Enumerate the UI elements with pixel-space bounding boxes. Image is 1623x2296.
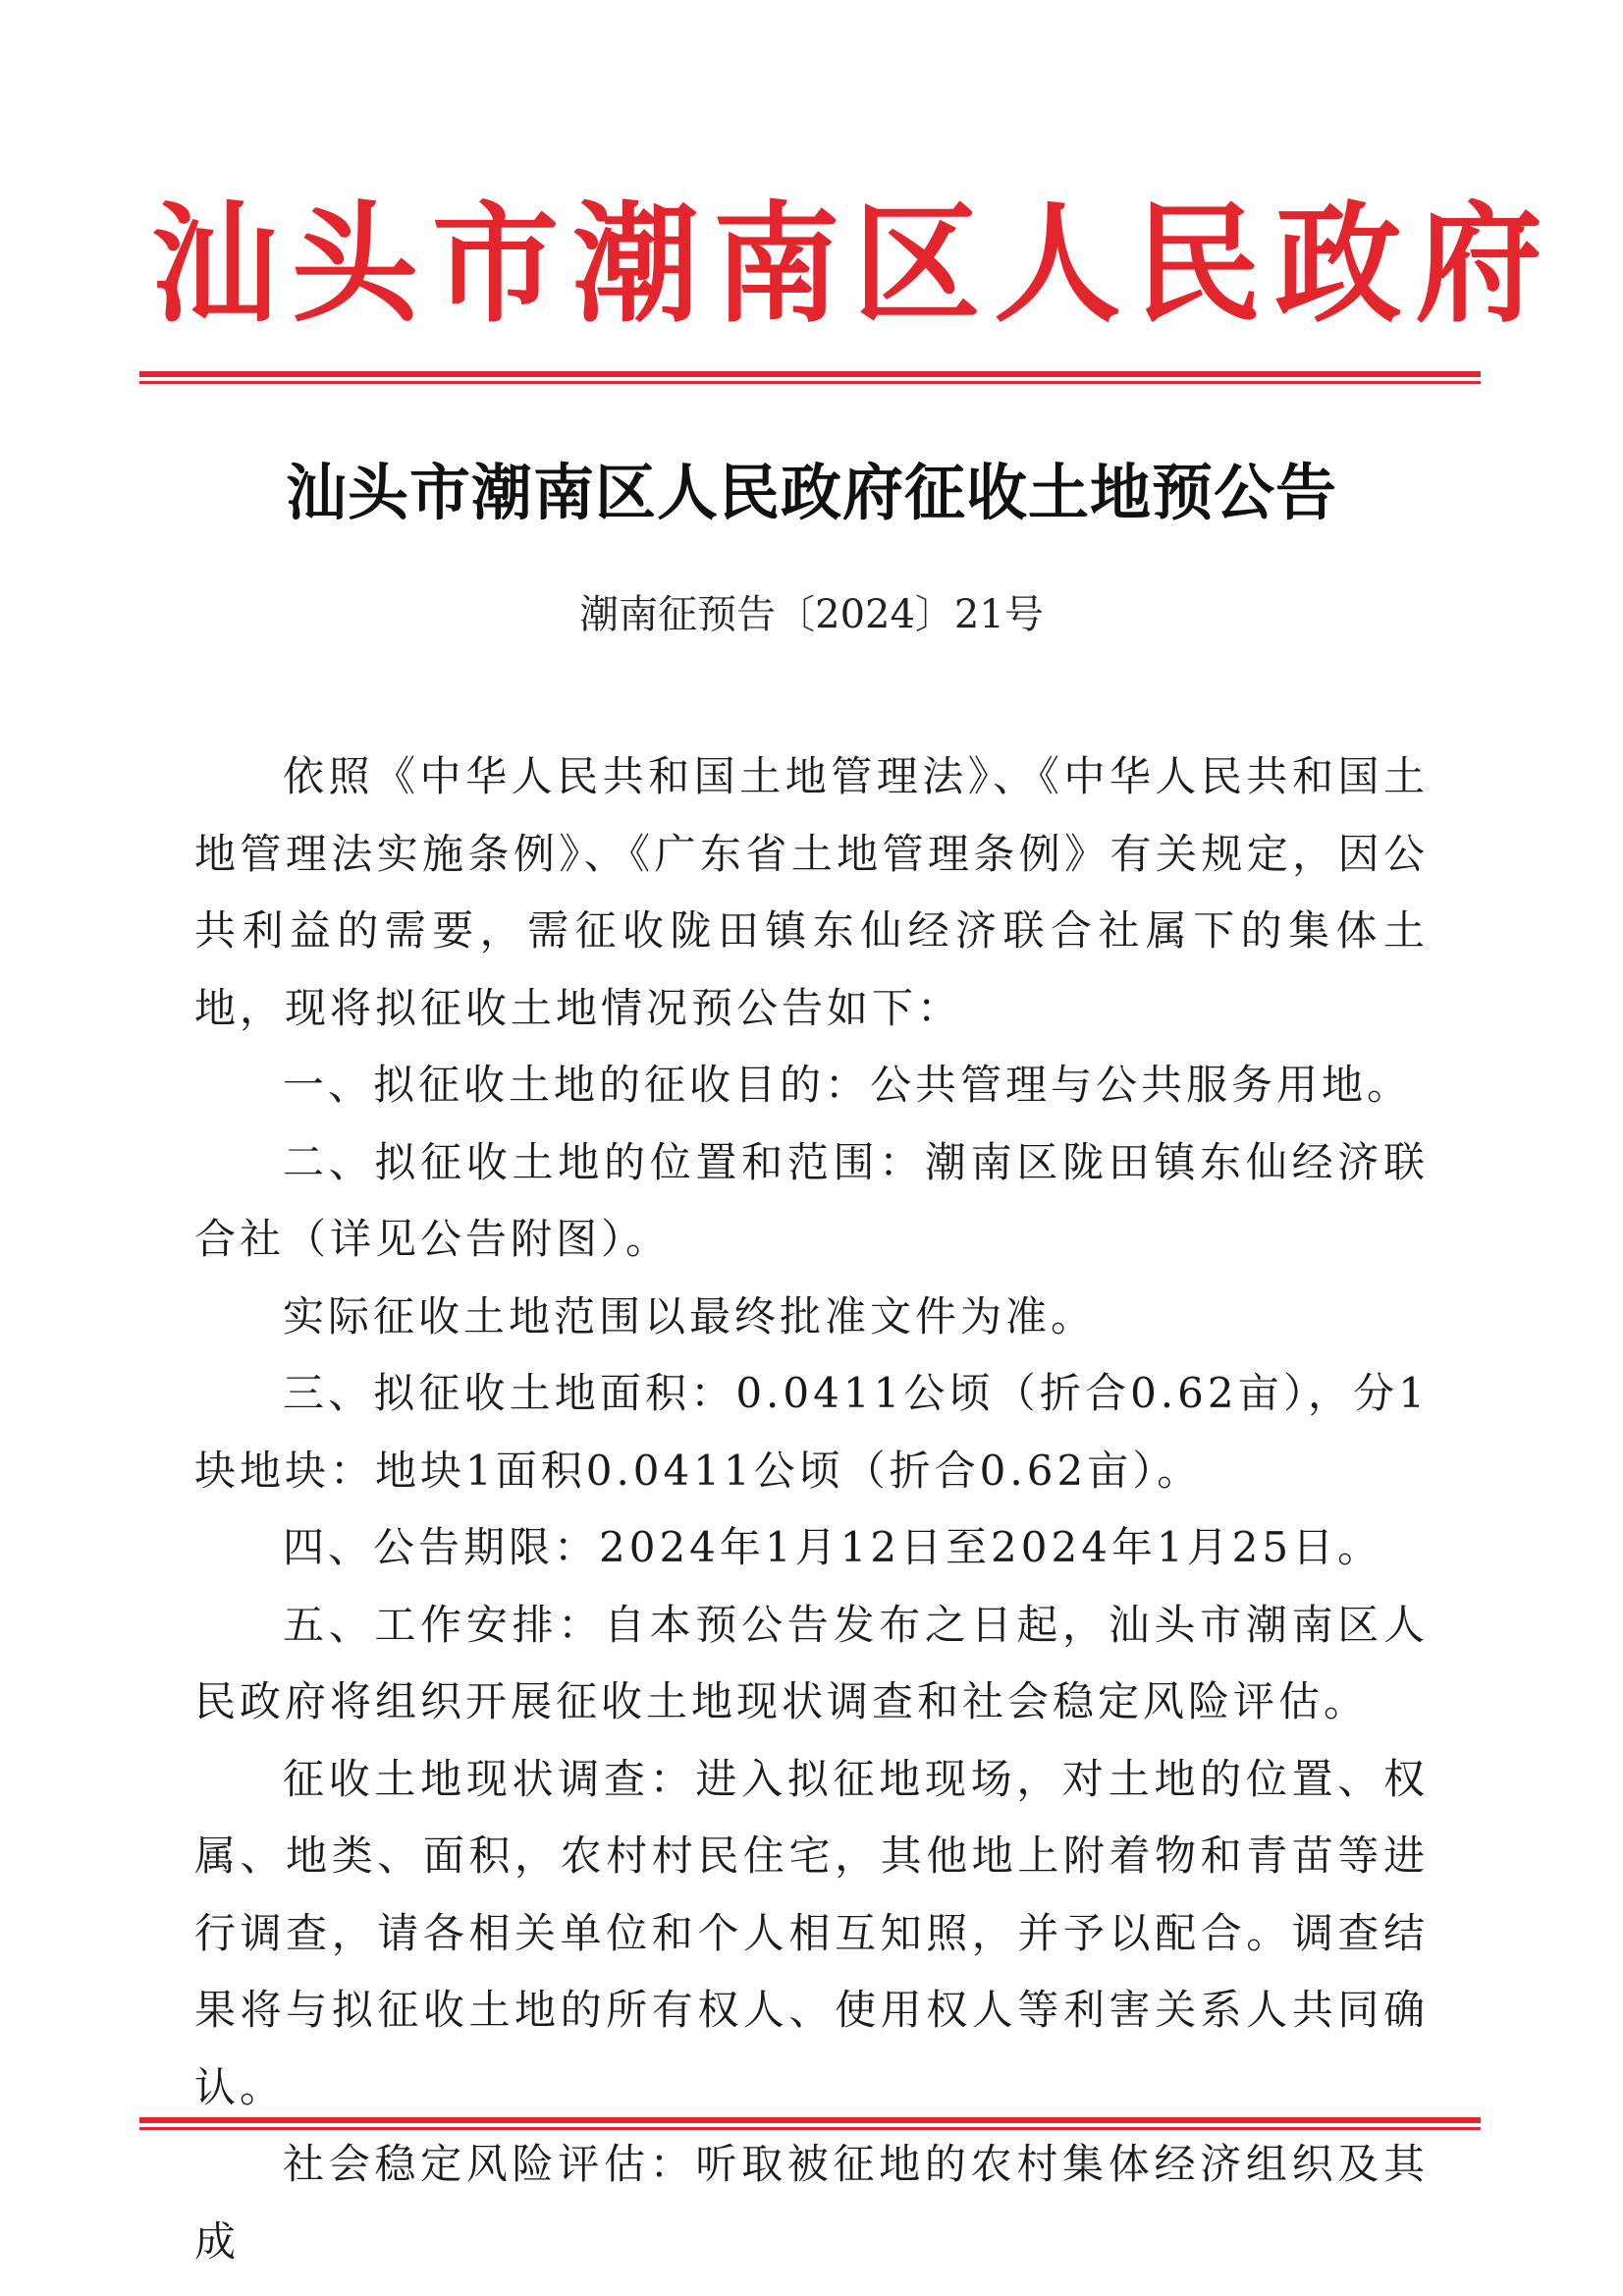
footer-divider xyxy=(139,2117,1481,2131)
paragraph-area: 三、拟征收土地面积：0.0411公顷（折合0.62亩），分1块地块：地块1面积0.0411公顷（折合0.62亩）。 xyxy=(194,1369,1429,1495)
paragraph-location: 二、拟征收土地的位置和范围：潮南区陇田镇东仙经济联合社（详见公告附图）。 xyxy=(194,1137,1429,1263)
masthead-divider xyxy=(139,371,1481,385)
document-title: 汕头市潮南区人民政府征收土地预公告 xyxy=(285,457,1337,528)
paragraph-period: 四、公告期限：2024年1月12日至2024年1月25日。 xyxy=(283,1523,1383,1571)
paragraph-risk-assessment: 社会稳定风险评估：听取被征地的农村集体经济组织及其成 xyxy=(194,2140,1429,2266)
paragraph-legal-basis: 依照《中华人民共和国土地管理法》、《中华人民共和国土地管理法实施条例》、《广东省土地管理条例》有关规定，因公共利益的需要，需征收陇田镇东仙经济联合社属下的集体土地，现将拟征收土地情况预公告如下： xyxy=(194,752,1429,1032)
paragraph-scope-note: 实际征收土地范围以最终批准文件为准。 xyxy=(283,1291,1097,1340)
paragraph-survey: 征收土地现状调查：进入拟征地现场，对土地的位置、权属、地类、面积，农村村民住宅，其他地上附着物和青苗等进行调查，请各相关单位和个人相互知照，并予以配合。调查结果将与拟征收土地的所有权人、使用权人等利害关系人共同确认。 xyxy=(194,1754,1429,2111)
paragraph-purpose: 一、拟征收土地的征收目的：公共管理与公共服务用地。 xyxy=(283,1061,1413,1109)
document-number: 潮南征预告〔2024〕21号 xyxy=(579,592,1044,637)
issuer-masthead: 汕头市潮南区人民政府 xyxy=(150,190,1556,341)
paragraph-arrangement: 五、工作安排：自本预公告发布之日起，汕头市潮南区人民政府将组织开展征收土地现状调查和社会稳定风险评估。 xyxy=(194,1600,1429,1725)
document-body xyxy=(194,738,1429,2280)
